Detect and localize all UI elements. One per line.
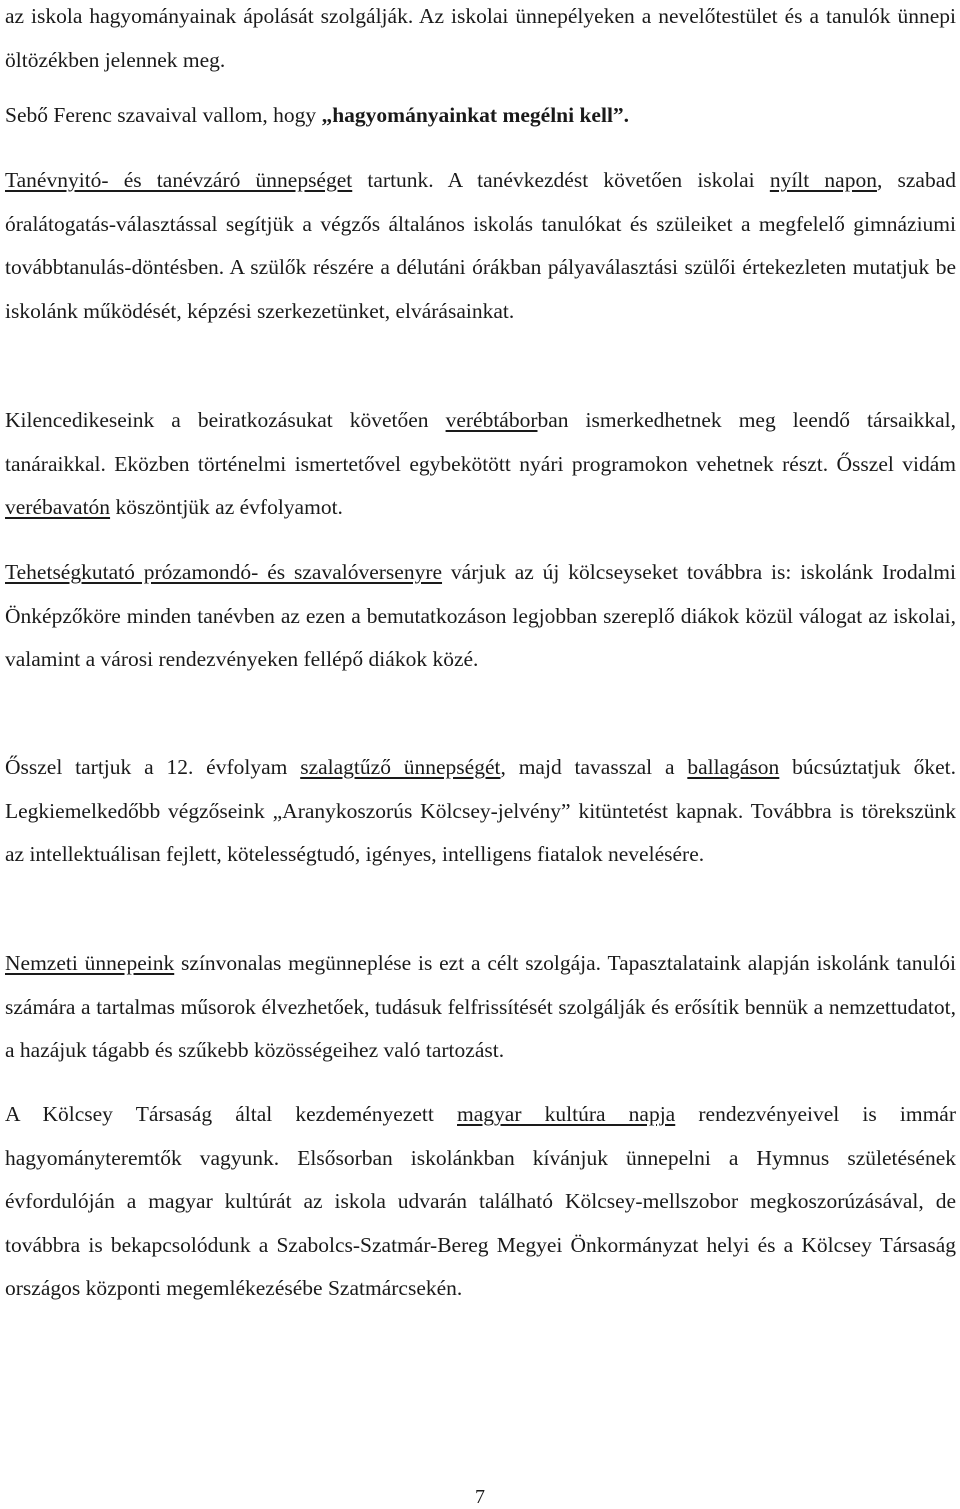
paragraph-graduation [5, 746, 956, 877]
text-segment: „hagyományainkat megélni kell”. [321, 103, 630, 127]
text-segment: búcsúztatjuk őket. Legkiemelkedőbb végzőseink „Aranykoszorús Kölcsey-jelvény” kitüntetést kapnak. Továbbra is törekszünk az intellektuálisan fejlett, kötelességtudó, igényes, intelligens fiatalok nevelésére. [5, 755, 956, 867]
text-segment: Tehetségkutató prózamondó- és szavalóversenyre [5, 560, 443, 584]
text-segment: várjuk az új kölcseyseket továbbra is: iskolánk Irodalmi Önképzőköre minden tanévben az ezen a bemutatkozáson legjobban szereplő diákok közül válogat az iskolai, valamint a városi rendezvényeken fellépő diákok közé. [5, 560, 956, 672]
text-segment: Tanévnyitó- és tanévzáró ünnepséget [5, 168, 353, 192]
text-segment: A Kölcsey Társaság által kezdeményezett [5, 1102, 458, 1126]
text-segment: az iskola hagyományainak ápolását szolgálják. Az iskolai ünnepélyeken a nevelőtestület és a tanulók ünnepi öltözékben jelennek meg. [5, 4, 956, 72]
text-segment: tartunk. A tanévkezdést követően iskolai [352, 168, 770, 192]
text-segment: Nemzeti ünnepeink [5, 951, 175, 975]
text-segment: Kilencedikeseink a beiratkozásukat követően [5, 408, 446, 432]
text-segment: , szabad óralátogatás-választással segítjük a végzős általános iskolás tanulókat és szüleiket a megfelelő gimnáziumi továbbtanulás-döntésben. A szülők részére a délutáni órákban pályaválasztási szülői értekezleten mutatjuk be iskolánk működését, képzési szerkezetünket, elvárásainkat. [5, 168, 956, 323]
paragraph-ninth-graders [5, 399, 956, 530]
text-segment: köszöntjük az évfolyamot. [110, 495, 343, 520]
paragraph-talent-contest [5, 551, 956, 682]
text-segment: verébavatón [5, 495, 111, 520]
text-segment: színvonalas megünneplése is ezt a célt szolgája. Tapasztalataink alapján iskolánk tanulói számára a tartalmas műsorok élvezhetőek, tudásuk felfrissítését szolgálják és erősítik bennük a nemzettudatot, a hazájuk tágabb és szűkebb közösségeihez való tartozást. [5, 951, 956, 1063]
text-segment: verébtábor [445, 408, 538, 432]
text-segment: ban ismerkedhetnek meg leendő társaikkal, tanáraikkal. Eközben történelmi ismertetővel egybekötött nyári programokon vehetnek részt. Ősszel vidám [5, 408, 956, 476]
paragraph-national-holidays [5, 942, 956, 1073]
paragraph-sebo-quote [5, 94, 956, 138]
page-number: 7 [475, 1486, 485, 1508]
text-segment: , majd tavasszal a [500, 755, 688, 779]
text-segment: nyílt napon [769, 168, 877, 192]
paragraph-opening-ceremony [5, 159, 956, 333]
paragraph-hungarian-culture-day [5, 1093, 956, 1311]
paragraph-traditions-intro [5, 0, 956, 82]
text-segment: rendezvényeivel is immár hagyományteremtők vagyunk. Elsősorban iskolánkban kívánjuk ünnepelni a Hymnus születésének évfordulóján a magyar kultúrát az iskola udvarán található Kölcsey-mellszobor megkoszorúzásával, de továbbra is bekapcsolódunk a Szabolcs-Szatmár-Bereg Megyei Önkormányzat helyi és a Kölcsey Társaság országos központi megemlékezésébe Szatmárcsekén. [5, 1102, 956, 1301]
text-segment: Sebő Ferenc szavaival vallom, hogy [5, 103, 322, 127]
text-segment: szalagtűző ünnepségét [300, 755, 501, 779]
text-segment: magyar kultúra napja [457, 1102, 676, 1126]
text-segment: Ősszel tartjuk a 12. évfolyam [5, 755, 301, 779]
text-segment: ballagáson [687, 755, 780, 779]
